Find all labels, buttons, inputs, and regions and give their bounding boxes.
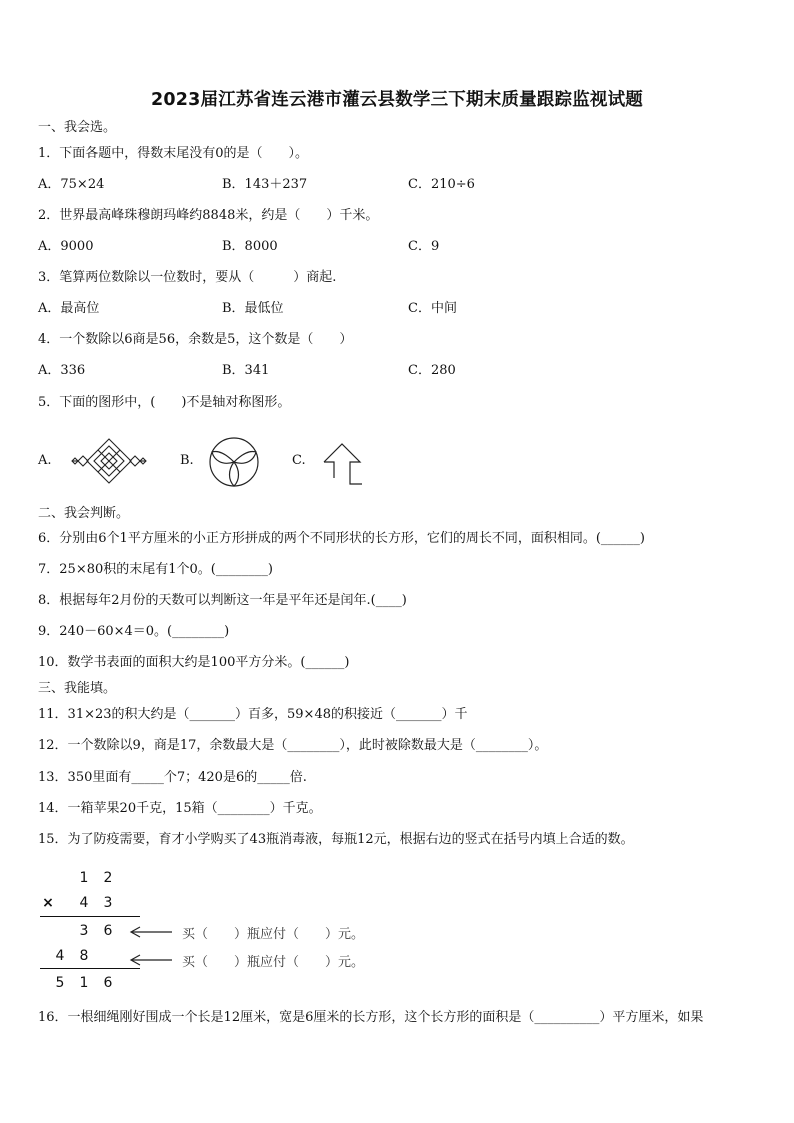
question-2: 2．世界最高峰珠穆朗玛峰约8848米，约是（ ）千米。 bbox=[38, 208, 379, 223]
q4-option-c: C．280 bbox=[408, 363, 456, 378]
digit: 5 bbox=[55, 975, 65, 991]
digit: 1 bbox=[79, 870, 89, 886]
times-sign: × bbox=[42, 895, 54, 911]
q3-option-c: C．中间 bbox=[408, 301, 457, 316]
q3-option-b: B．最低位 bbox=[222, 301, 284, 316]
question-4: 4．一个数除以6商是56，余数是5，这个数是（ ） bbox=[38, 332, 353, 347]
digit: 8 bbox=[79, 948, 89, 964]
vertical-multiplication bbox=[36, 866, 376, 996]
q1-option-a: A．75×24 bbox=[38, 177, 105, 192]
digit: 6 bbox=[103, 923, 113, 939]
page-title: 2023届江苏省连云港市灌云县数学三下期末质量跟踪监视试题 bbox=[150, 90, 643, 110]
question-3: 3．笔算两位数除以一位数时，要从（ ）商起. bbox=[38, 270, 337, 285]
digit: 6 bbox=[103, 975, 113, 991]
calc-note-1: 买（ ）瓶应付（ ）元。 bbox=[182, 927, 365, 942]
section-heading-fill: 三、我能填。 bbox=[38, 681, 117, 696]
question-10: 10．数学书表面的面积大约是100平方分米。(______) bbox=[38, 655, 350, 670]
question-1: 1．下面各题中，得数末尾没有0的是（ ）。 bbox=[38, 146, 309, 161]
question-8: 8．根据每年2月份的天数可以判断这一年是平年还是闰年.(____) bbox=[38, 593, 407, 608]
q1-option-c: C．210÷6 bbox=[408, 177, 475, 192]
q2-option-c: C．9 bbox=[408, 239, 440, 254]
question-7: 7．25×80积的末尾有1个0。(________) bbox=[38, 562, 273, 577]
question-11: 11．31×23的积大约是（_______）百多，59×48的积接近（_______）千 bbox=[38, 707, 468, 722]
q2-option-a: A．9000 bbox=[38, 239, 94, 254]
digit: 3 bbox=[79, 923, 89, 939]
left-arrow-icon bbox=[128, 926, 174, 938]
q3-option-a: A．最高位 bbox=[38, 301, 100, 316]
section-heading-judge: 二、我会判断。 bbox=[38, 506, 130, 521]
q5-option-c: C. bbox=[292, 453, 306, 468]
q5-option-a: A. bbox=[38, 453, 52, 468]
q5-option-b: B. bbox=[180, 453, 194, 468]
question-12: 12．一个数除以9，商是17，余数最大是（________），此时被除数最大是（________）。 bbox=[38, 738, 548, 753]
question-13: 13．350里面有_____个7；420是6的_____倍. bbox=[38, 770, 307, 785]
question-14: 14．一箱苹果20千克，15箱（________）千克。 bbox=[38, 801, 322, 816]
circle-petal-figure bbox=[208, 436, 260, 488]
question-6: 6．分别由6个1平方厘米的小正方形拼成的两个不同形状的长方形，它们的周长不同，面积相同。(______) bbox=[38, 531, 645, 546]
arrow-shape-figure bbox=[322, 440, 364, 486]
digit: 4 bbox=[55, 948, 65, 964]
rule-line bbox=[40, 916, 140, 917]
q4-option-b: B．341 bbox=[222, 363, 270, 378]
question-9: 9．240－60×4＝0。(________) bbox=[38, 624, 230, 639]
q4-option-a: A．336 bbox=[38, 363, 86, 378]
knot-pattern-figure bbox=[70, 437, 148, 485]
digit: 2 bbox=[103, 870, 113, 886]
question-16: 16．一根细绳刚好围成一个长是12厘米，宽是6厘米的长方形，这个长方形的面积是（__________）平方厘米，如果 bbox=[38, 1010, 704, 1025]
digit: 4 bbox=[79, 895, 89, 911]
q2-option-b: B．8000 bbox=[222, 239, 278, 254]
section-heading-choice: 一、我会选。 bbox=[38, 120, 117, 135]
digit: 1 bbox=[79, 975, 89, 991]
digit: 3 bbox=[103, 895, 113, 911]
left-arrow-icon bbox=[128, 954, 174, 966]
rule-line bbox=[40, 968, 140, 969]
question-5: 5．下面的图形中，( )不是轴对称图形。 bbox=[38, 395, 291, 410]
question-15: 15．为了防疫需要，育才小学购买了43瓶消毒液，每瓶12元，根据右边的竖式在括号内填上合适的数。 bbox=[38, 832, 634, 847]
calc-note-2: 买（ ）瓶应付（ ）元。 bbox=[182, 955, 365, 970]
q1-option-b: B．143＋237 bbox=[222, 177, 308, 192]
